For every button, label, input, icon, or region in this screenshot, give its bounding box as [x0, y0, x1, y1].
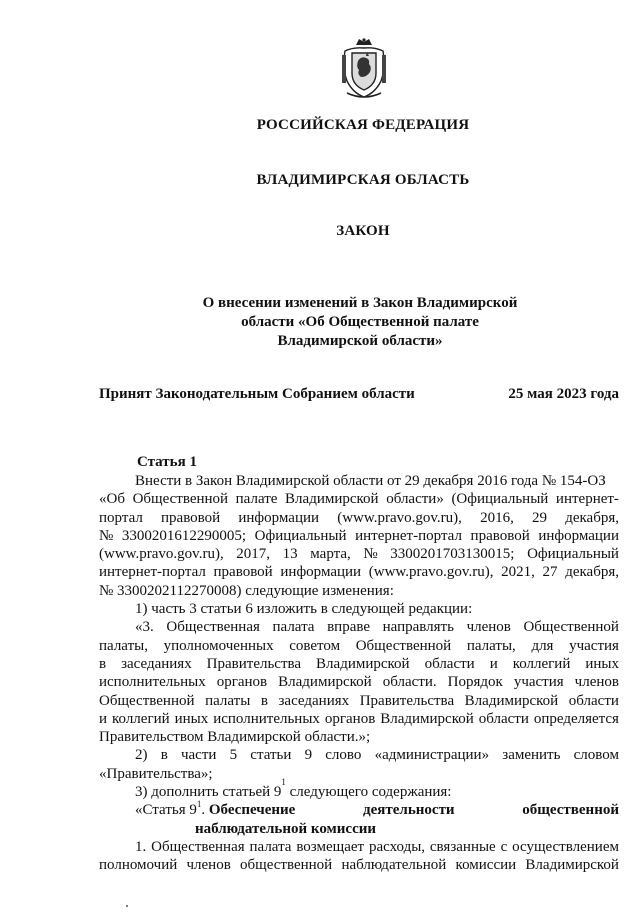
text-line: Внести в Закон Владимирской области от 29 декабря 2016 года № 154-ОЗ — [135, 473, 606, 489]
word: наблюдательной — [341, 857, 447, 874]
word: связанные — [429, 838, 496, 855]
new-article-superscript: 1 — [196, 799, 202, 810]
word: органов — [216, 674, 268, 691]
word: части — [180, 747, 217, 764]
word: участия — [513, 674, 564, 691]
word: интернет- — [555, 491, 619, 508]
text-line — [99, 563, 619, 581]
word: информации — [238, 509, 320, 526]
new-article-title-word: деятельности — [363, 802, 455, 819]
word: возмещает — [296, 838, 365, 855]
adoption-line — [99, 386, 619, 403]
word: марта, — [310, 546, 351, 563]
word: Владимирской — [525, 857, 619, 874]
word: и — [99, 710, 108, 727]
word: Общественной — [355, 637, 452, 654]
document-type-heading: ЗАКОН — [336, 223, 390, 239]
text-line — [99, 856, 619, 874]
word: палаты, — [99, 637, 148, 654]
word: № — [99, 527, 114, 544]
law-title — [190, 294, 530, 351]
word: (www.pravo.gov.ru), — [368, 564, 494, 581]
text-line: Правительством Владимирской области.»; — [99, 729, 371, 746]
word: участия — [569, 637, 619, 654]
word: № — [363, 546, 378, 563]
word: 2017, — [236, 546, 271, 563]
word: 2016, — [480, 509, 514, 526]
word: коллегий — [111, 710, 170, 727]
text-line — [99, 490, 619, 508]
word: членов — [186, 857, 231, 874]
word: заседаниях — [278, 692, 350, 709]
word: 2021, — [501, 564, 535, 581]
word: 5 — [229, 747, 238, 764]
word: членов — [466, 619, 511, 636]
word: Владимирской — [278, 674, 372, 691]
word: направлять — [382, 619, 454, 636]
word: 13 — [282, 546, 298, 563]
word: палаты, — [466, 637, 516, 654]
adoption-date: 25 мая 2023 года — [508, 386, 619, 402]
word: членов — [574, 674, 619, 691]
new-article-label — [135, 801, 295, 819]
word: (www.pravo.gov.ru), — [99, 546, 224, 563]
word: 2) — [135, 747, 148, 764]
text-line — [99, 746, 619, 764]
coat-of-arms-icon — [339, 37, 389, 99]
text-line: 1) часть 3 статьи 6 изложить в следующей редакции: — [135, 601, 473, 618]
word: в — [160, 747, 168, 764]
word: для — [531, 637, 554, 654]
word: декабря, — [565, 509, 619, 526]
word: Официальный — [527, 546, 619, 563]
text-line: «Правительства»; — [99, 765, 213, 782]
word: полномочий — [99, 857, 178, 874]
word: информации — [538, 527, 619, 544]
word: Правительства — [359, 692, 455, 709]
word: интернет-портал — [355, 527, 462, 544]
word: общественной — [240, 857, 333, 874]
text-line — [99, 673, 619, 691]
word: правовой — [470, 527, 530, 544]
word: 3300201703130015; — [390, 546, 515, 563]
word: области» — [386, 491, 444, 508]
word: «3. — [135, 619, 154, 636]
word: вправе — [327, 619, 370, 636]
law-title-line: О внесении изменений в Закон Владимирской — [202, 295, 518, 311]
word: палаты — [205, 692, 251, 709]
word: Общественная — [151, 838, 245, 855]
region-heading: ВЛАДИМИРСКАЯ ОБЛАСТЬ — [256, 172, 470, 188]
word: в — [260, 692, 268, 709]
word: уполномоченных — [163, 637, 274, 654]
word: советом — [289, 637, 341, 654]
text-line — [99, 527, 619, 545]
text-line — [99, 545, 619, 563]
text-line — [99, 637, 619, 655]
text-line — [99, 838, 619, 856]
word: заседаниях — [121, 655, 192, 672]
word: области — [568, 692, 619, 709]
item3-suffix: следующего содержания: — [285, 784, 452, 801]
new-article-title-word: Обеспечение — [208, 802, 296, 819]
word: 29 — [532, 509, 548, 526]
new-article-title-line2: наблюдательной комиссии — [195, 820, 377, 837]
word: информации — [280, 564, 362, 581]
word: определяется — [533, 710, 619, 727]
word: Правительства — [206, 655, 302, 672]
word: области. — [382, 674, 437, 691]
word: (Официальный — [451, 491, 549, 508]
word: Общественной — [99, 692, 195, 709]
word: заменить — [502, 747, 561, 764]
word: 27 — [542, 564, 558, 581]
word: палата — [249, 838, 292, 855]
text-line: № 3300202112270008) следующие изменения: — [99, 582, 394, 599]
word: статьи — [250, 747, 292, 764]
word: 3300201612290005; — [121, 527, 247, 544]
adopted-by: Принят Законодательным Собранием области — [99, 386, 415, 402]
new-article-dot: . — [201, 802, 206, 819]
text-line — [99, 692, 619, 710]
word: Общественной — [132, 491, 229, 508]
word: коллегий — [512, 655, 571, 672]
word: и — [489, 655, 498, 672]
word: Владимирской — [380, 710, 474, 727]
word: иных — [585, 655, 619, 672]
word: (www.pravo.gov.ru), — [337, 509, 462, 526]
article-heading: Статья 1 — [137, 454, 197, 470]
word: Общественной — [523, 619, 619, 636]
text-line — [99, 710, 619, 728]
word: «администрации» — [374, 747, 490, 764]
text-line-item3 — [99, 777, 619, 801]
word: исполнительных — [99, 674, 206, 691]
word: комиссии — [455, 857, 517, 874]
word: Владимирской — [464, 692, 559, 709]
new-article-heading-line — [99, 801, 619, 819]
law-title-line: области «Об Общественной палате — [241, 314, 479, 330]
new-article-title-word: общественной — [522, 802, 619, 819]
word: палате — [235, 491, 278, 508]
word: с — [500, 838, 508, 855]
word: словом — [573, 747, 619, 764]
word: иных — [174, 710, 209, 727]
word: Официальный — [254, 527, 347, 544]
word: 1. — [135, 838, 147, 855]
item3-superscript: 1 — [281, 777, 286, 788]
word: правовой — [213, 564, 273, 581]
text-line — [99, 655, 619, 673]
word: портал — [99, 509, 143, 526]
word: интернет-портал — [99, 564, 206, 581]
word: Общественная — [166, 619, 260, 636]
word: области — [478, 710, 529, 727]
word: правовой — [161, 509, 221, 526]
scan-speck — [126, 905, 128, 907]
word: осуществлением — [512, 838, 619, 855]
word: области — [424, 655, 475, 672]
word: Порядок — [447, 674, 503, 691]
word: органов — [324, 710, 376, 727]
word: «Об — [99, 491, 125, 508]
word: расходы, — [368, 838, 426, 855]
word: в — [99, 655, 107, 672]
text-line — [99, 509, 619, 527]
new-article-prefix: «Статья 9 — [135, 802, 197, 819]
word: палата — [272, 619, 315, 636]
word: Владимирской — [316, 655, 410, 672]
word: 9 — [304, 747, 313, 764]
federation-heading: РОССИЙСКАЯ ФЕДЕРАЦИЯ — [256, 117, 470, 133]
word: декабря, — [565, 564, 619, 581]
word: исполнительных — [213, 710, 320, 727]
item3-prefix: 3) дополнить статьей 9 — [135, 784, 282, 801]
text-line — [99, 618, 619, 636]
law-title-line: Владимирской области» — [277, 333, 443, 349]
article-body — [99, 472, 619, 875]
word: Владимирской — [285, 491, 379, 508]
word: слово — [325, 747, 362, 764]
